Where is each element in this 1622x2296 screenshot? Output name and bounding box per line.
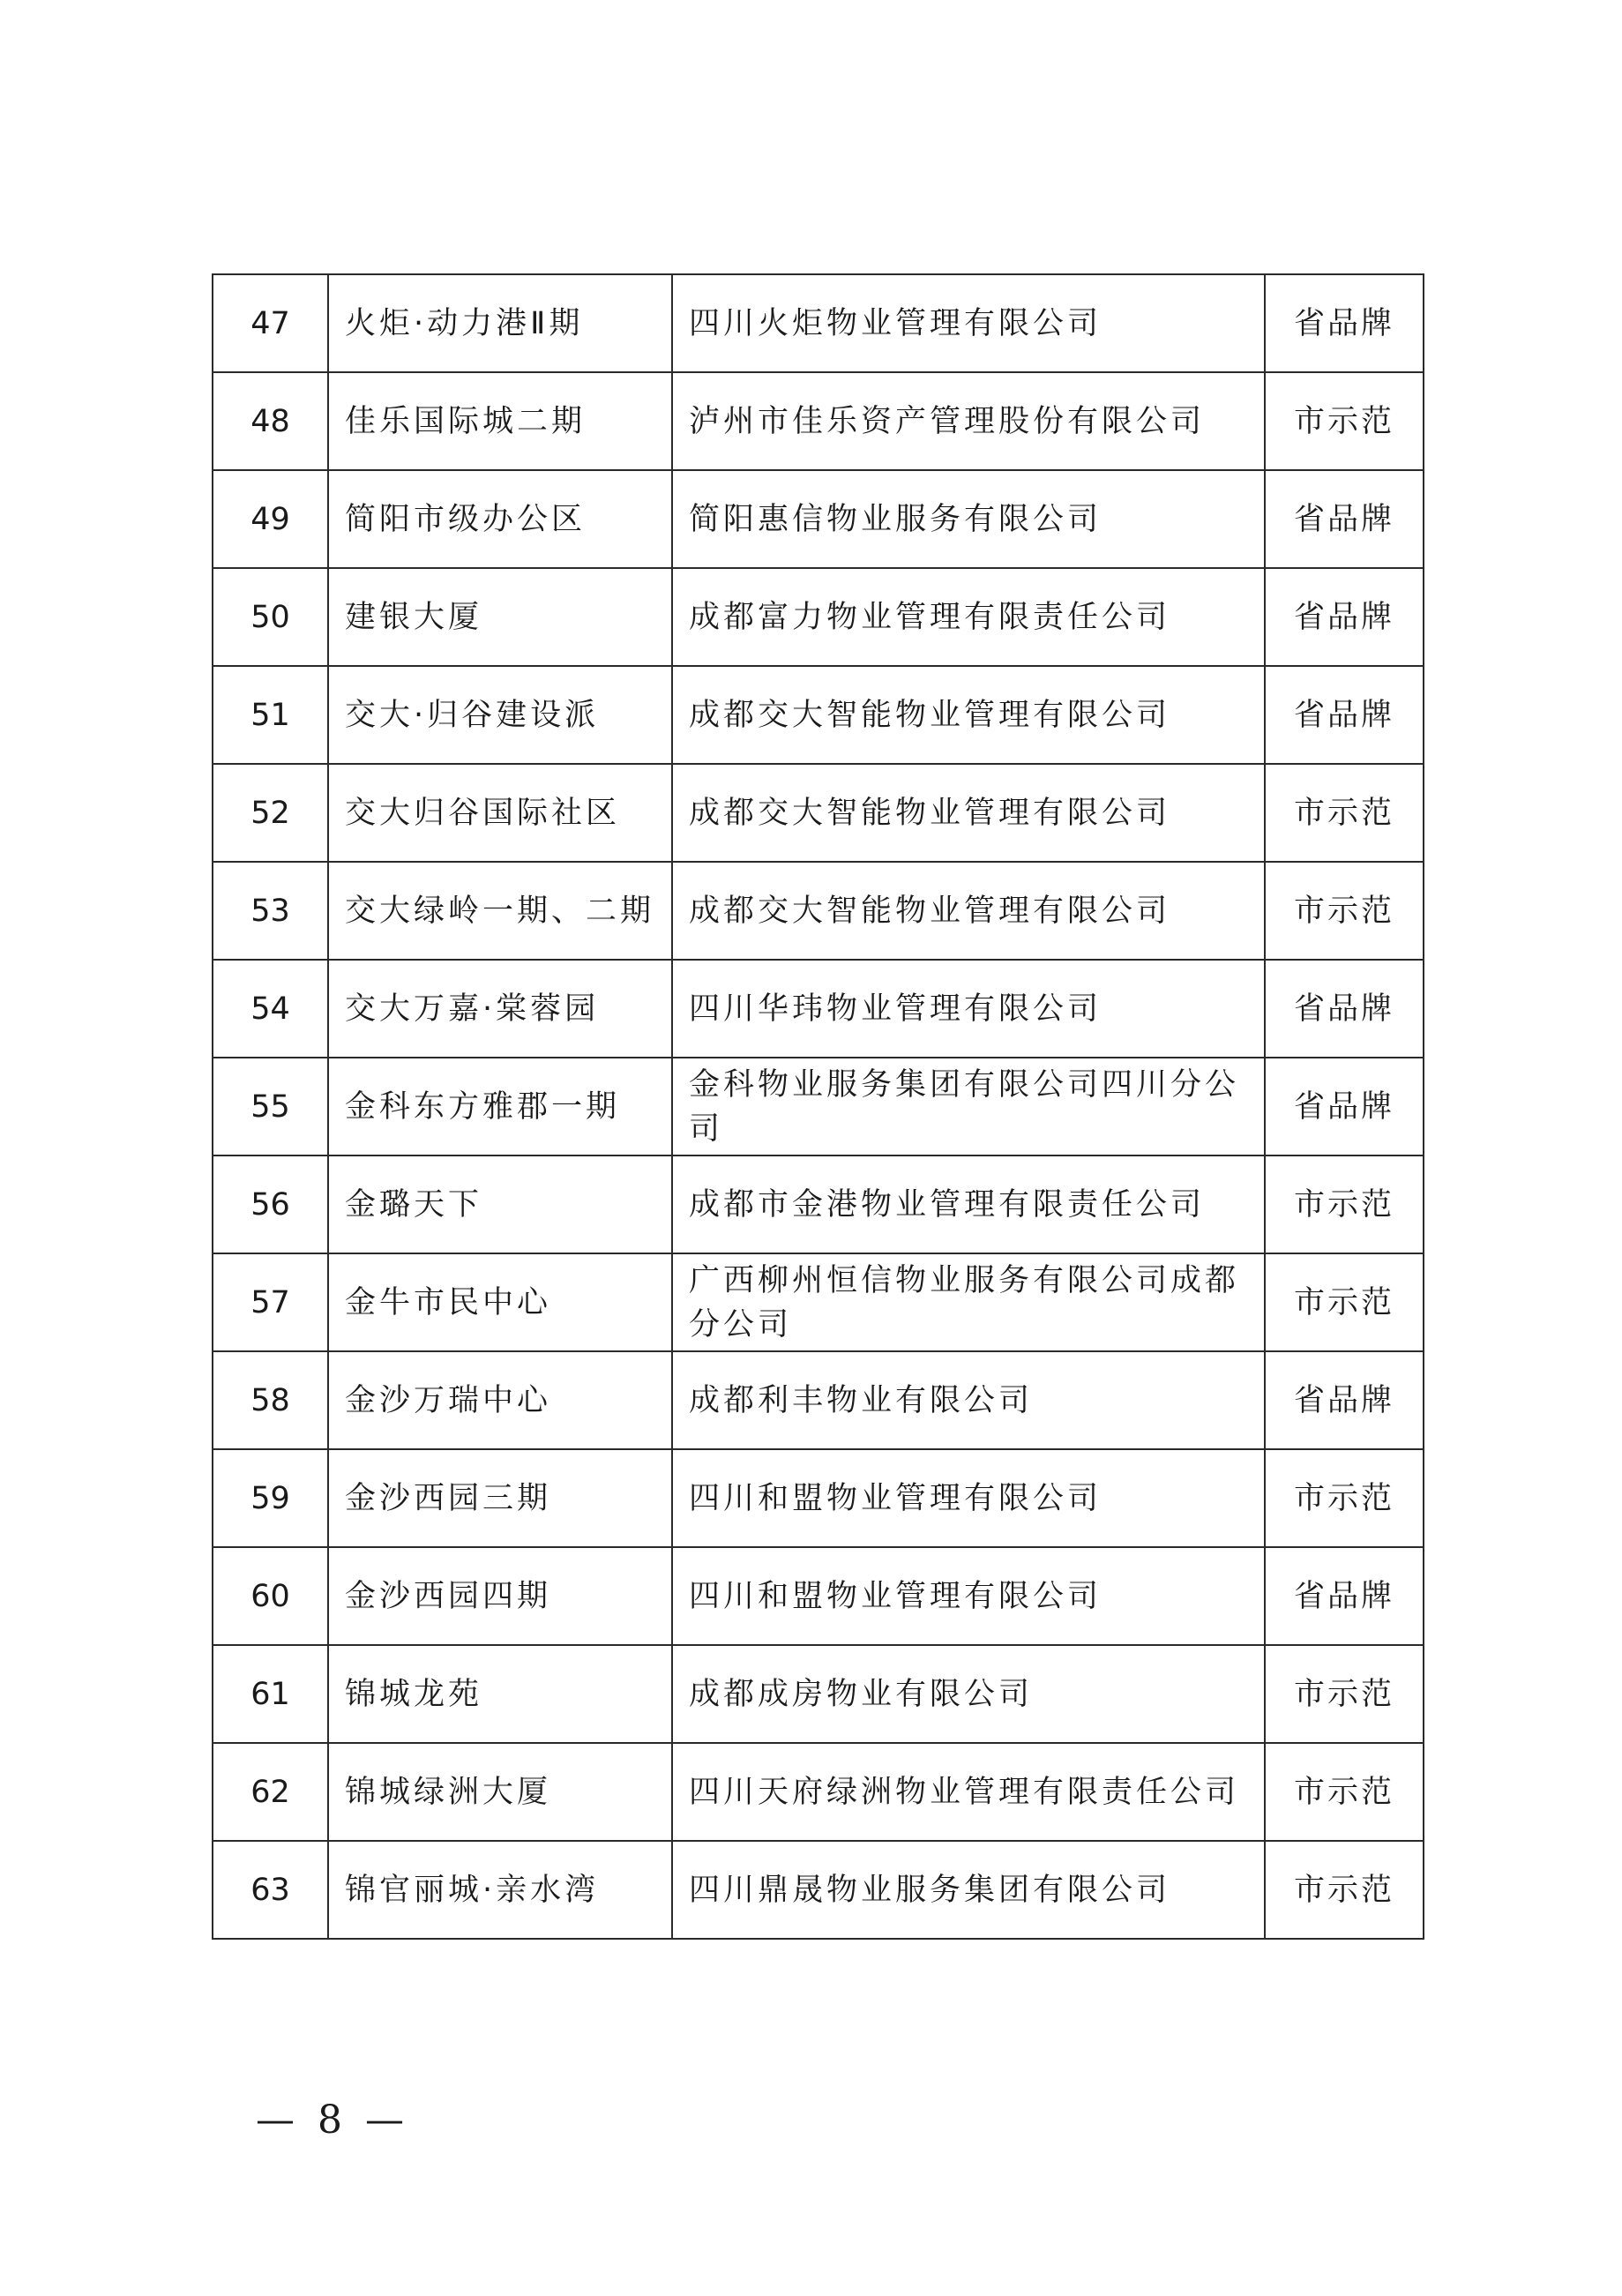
- project-name: 火炬·动力港Ⅱ期: [328, 274, 672, 372]
- project-name: 锦城龙苑: [328, 1645, 672, 1743]
- table-row: [213, 960, 1424, 1058]
- award-level: 市示范: [1265, 1449, 1424, 1547]
- company-name: 四川和盟物业管理有限公司: [672, 1449, 1265, 1547]
- company-name: 四川和盟物业管理有限公司: [672, 1547, 1265, 1645]
- table-row: [213, 372, 1424, 470]
- award-level: 市示范: [1265, 1743, 1424, 1841]
- project-name: 交大绿岭一期、二期: [328, 862, 672, 960]
- table-row: [213, 1058, 1424, 1155]
- table-row: [213, 666, 1424, 764]
- row-number: 53: [213, 862, 328, 960]
- row-number: 58: [213, 1351, 328, 1449]
- company-name: 成都市金港物业管理有限责任公司: [672, 1155, 1265, 1253]
- row-number: 56: [213, 1155, 328, 1253]
- company-name: 成都交大智能物业管理有限公司: [672, 862, 1265, 960]
- table-row: [213, 470, 1424, 568]
- project-name: 佳乐国际城二期: [328, 372, 672, 470]
- award-level: 省品牌: [1265, 1351, 1424, 1449]
- award-level: 市示范: [1265, 1155, 1424, 1253]
- award-level: 省品牌: [1265, 666, 1424, 764]
- company-name: 成都成房物业有限公司: [672, 1645, 1265, 1743]
- project-name: 金沙西园三期: [328, 1449, 672, 1547]
- property-list-table: [212, 273, 1424, 1940]
- company-name: 成都交大智能物业管理有限公司: [672, 764, 1265, 862]
- row-number: 47: [213, 274, 328, 372]
- table-row: [213, 1547, 1424, 1645]
- award-level: 市示范: [1265, 372, 1424, 470]
- award-level: 市示范: [1265, 1645, 1424, 1743]
- company-name: 金科物业服务集团有限公司四川分公司: [672, 1058, 1265, 1155]
- row-number: 61: [213, 1645, 328, 1743]
- table-row: [213, 1743, 1424, 1841]
- table-body: [213, 274, 1424, 1939]
- table-row: [213, 1253, 1424, 1351]
- row-number: 48: [213, 372, 328, 470]
- award-level: 市示范: [1265, 764, 1424, 862]
- row-number: 63: [213, 1841, 328, 1939]
- row-number: 62: [213, 1743, 328, 1841]
- table-row: [213, 1449, 1424, 1547]
- project-name: 锦城绿洲大厦: [328, 1743, 672, 1841]
- page-number: — 8 —: [256, 2098, 409, 2143]
- table-row: [213, 1645, 1424, 1743]
- company-name: 简阳惠信物业服务有限公司: [672, 470, 1265, 568]
- project-name: 金沙西园四期: [328, 1547, 672, 1645]
- table-row: [213, 862, 1424, 960]
- company-name: 四川鼎晟物业服务集团有限公司: [672, 1841, 1265, 1939]
- company-name: 泸州市佳乐资产管理股份有限公司: [672, 372, 1265, 470]
- table-row: [213, 1841, 1424, 1939]
- company-name: 四川华玮物业管理有限公司: [672, 960, 1265, 1058]
- row-number: 55: [213, 1058, 328, 1155]
- award-level: 省品牌: [1265, 274, 1424, 372]
- company-name: 四川火炬物业管理有限公司: [672, 274, 1265, 372]
- project-name: 金沙万瑞中心: [328, 1351, 672, 1449]
- company-name: 广西柳州恒信物业服务有限公司成都分公司: [672, 1253, 1265, 1351]
- company-name: 四川天府绿洲物业管理有限责任公司: [672, 1743, 1265, 1841]
- project-name: 简阳市级办公区: [328, 470, 672, 568]
- project-name: 金牛市民中心: [328, 1253, 672, 1351]
- company-name: 成都利丰物业有限公司: [672, 1351, 1265, 1449]
- award-level: 省品牌: [1265, 470, 1424, 568]
- row-number: 51: [213, 666, 328, 764]
- award-level: 省品牌: [1265, 568, 1424, 666]
- award-level: 市示范: [1265, 862, 1424, 960]
- row-number: 49: [213, 470, 328, 568]
- award-level: 省品牌: [1265, 1547, 1424, 1645]
- project-name: 金科东方雅郡一期: [328, 1058, 672, 1155]
- table-row: [213, 274, 1424, 372]
- award-level: 市示范: [1265, 1253, 1424, 1351]
- company-name: 成都交大智能物业管理有限公司: [672, 666, 1265, 764]
- project-name: 建银大厦: [328, 568, 672, 666]
- row-number: 50: [213, 568, 328, 666]
- row-number: 59: [213, 1449, 328, 1547]
- award-level: 省品牌: [1265, 1058, 1424, 1155]
- project-name: 交大·归谷建设派: [328, 666, 672, 764]
- row-number: 57: [213, 1253, 328, 1351]
- project-name: 锦官丽城·亲水湾: [328, 1841, 672, 1939]
- table-row: [213, 1155, 1424, 1253]
- project-name: 金璐天下: [328, 1155, 672, 1253]
- project-name: 交大归谷国际社区: [328, 764, 672, 862]
- award-level: 市示范: [1265, 1841, 1424, 1939]
- award-level: 省品牌: [1265, 960, 1424, 1058]
- row-number: 54: [213, 960, 328, 1058]
- row-number: 60: [213, 1547, 328, 1645]
- table-row: [213, 764, 1424, 862]
- table-row: [213, 568, 1424, 666]
- company-name: 成都富力物业管理有限责任公司: [672, 568, 1265, 666]
- table-row: [213, 1351, 1424, 1449]
- project-name: 交大万嘉·棠蓉园: [328, 960, 672, 1058]
- row-number: 52: [213, 764, 328, 862]
